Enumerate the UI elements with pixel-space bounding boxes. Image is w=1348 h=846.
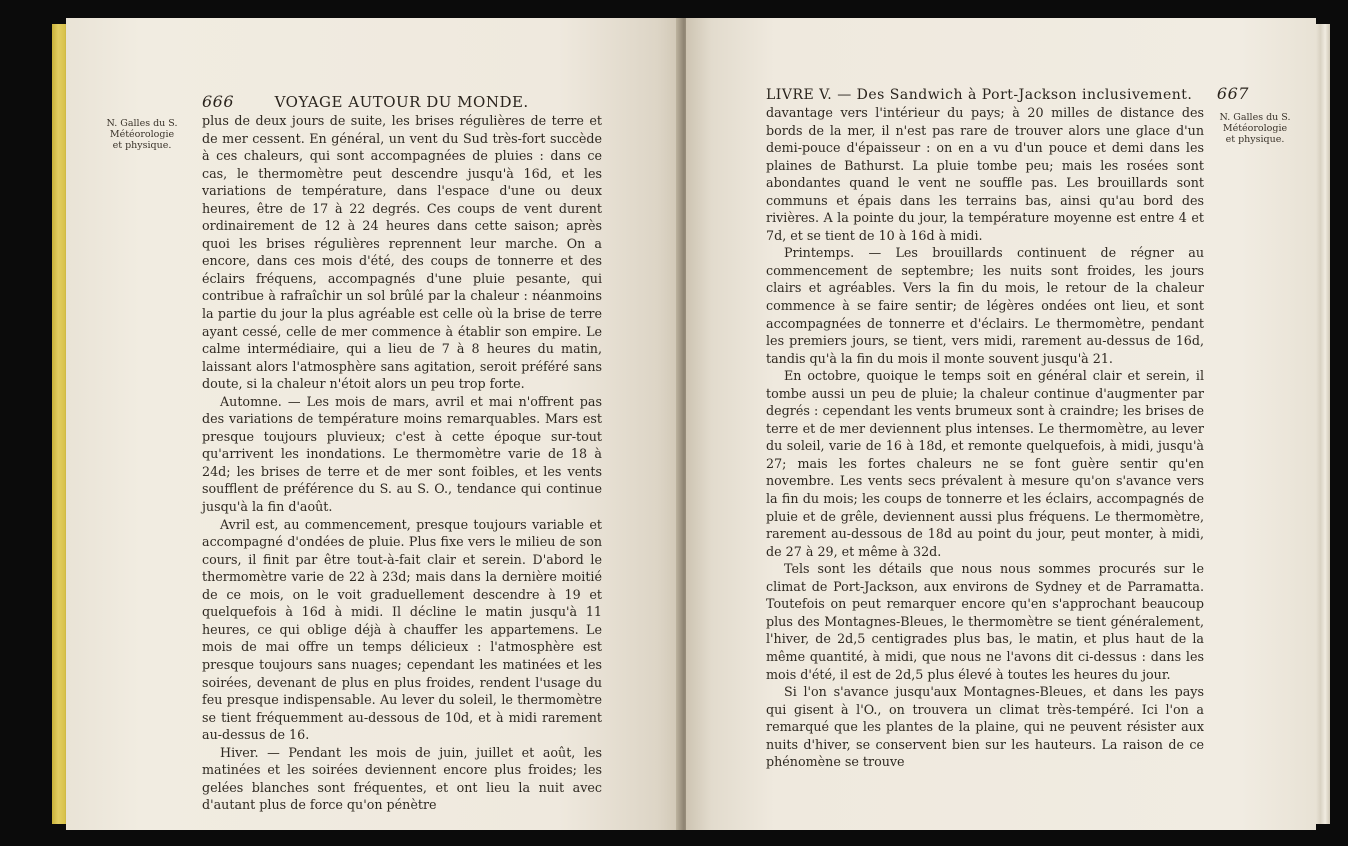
paragraph-automne: Automne. — Les mois de mars, avril et mai n'offrent pas des variations de température moins remarquables. Mars est presque toujours pluvieux; c'est à cette époque sur-tout qu'arrivent les inondations. Le thermomètre varie de 18 à 24d; les brises de terre et de mer sont foibles, et les vents soufflent de préférence du S. au S. O., tendance qui continue jusqu'à la fin d'août. — [202, 393, 602, 515]
paragraph-hiver: Hiver. — Pendant les mois de juin, juillet et août, les matinées et les soirées deviennent encore plus froides; les gelées blanches sont fréquentes, et ont lieu la nuit avec d'autant plus de force qu'on pénètre — [202, 744, 602, 813]
paragraph: En octobre, quoique le temps soit en général clair et serein, il tombe aussi un peu de pluie; la chaleur continue d'augmenter par degrés : cependant les vents brumeux sont à craindre; les brises de terre et de mer deviennent plus intenses. Le thermomètre, au lever du soleil, varie de 16 à 18d, et remonte quelquefois, à midi, jusqu'à 27; mais les fortes chaleurs ne se font guère sentir qu'en novembre. Les vents secs prévalent à mesure qu'on s'avance vers la fin du mois; les coups de tonnerre et les éclairs, accompagnés de pluie et de grêle, deviennent aussi plus fréquens. Le thermomètre, rarement au-dessous de 18d au point du jour, peut monter, à midi, de 27 à 29, et même à 32d. — [766, 368, 1204, 559]
right-body-text — [766, 104, 1204, 771]
page-block-edge — [1314, 24, 1330, 824]
right-page-header — [766, 84, 1249, 103]
open-book — [52, 18, 1330, 830]
left-body-text — [202, 112, 602, 814]
paragraph: Avril est, au commencement, presque toujours variable et accompagné d'ondées de pluie. Plus fixe vers le milieu de son cours, il finit par être tout-à-fait clair et serein. D'abord le thermomètre varie de 22 à 23d; mais dans la dernière moitié de ce mois, on le voit graduellement descendre à 19 et quelquefois à 16d à midi. Il décline le matin jusqu'à 11 heures, ce qui oblige déjà à chauffer les appartemens. Le mois de mai offre un temps délicieux : l'atmosphère est presque toujours sans nuages; cependant les matinées et les soirées, devenant de plus en plus froides, rendent l'usage du feu presque indispensable. Au lever du soleil, le thermomètre se tient fréquemment au-dessous de 10d, et à midi rarement au-dessus de 16. — [202, 516, 602, 743]
left-folio: 666 — [202, 92, 235, 111]
paragraph: davantage vers l'intérieur du pays; à 20 milles de distance des bords de la mer, il n'est pas rare de trouver alors une glace d'un demi-pouce d'épaisseur : on en a vu d'un pouce et demi dans les plaines de Bathurst. La pluie tombe peu; mais les rosées sont abondantes quand le vent ne souffle pas. Les brouillards sont communs et épais dans les terrains bas, ainsi qu'au bord des rivières. A la pointe du jour, la température moyenne est entre 4 et 7d, et se tient de 10 à 16d à midi. — [766, 105, 1204, 243]
right-margin-note: N. Galles du S. Météorologie et physique. — [1219, 112, 1291, 145]
left-margin-note: N. Galles du S. Météorologie et physique. — [106, 118, 178, 151]
paragraph: Si l'on s'avance jusqu'aux Montagnes-Bleues, et dans les pays qui gisent à l'O., on trouvera un climat très-tempéré. Ici l'on a remarqué que les plantes de la plaine, qui ne peuvent résister aux nuits d'hiver, se conservent bien sur les hauteurs. La raison de ce phénomène se trouve — [766, 684, 1204, 770]
paragraph: plus de deux jours de suite, les brises régulières de terre et de mer cessent. En général, un vent du Sud très-fort succède à ces chaleurs, qui sont accompagnées de pluies : dans ce cas, le thermomètre peut descendre jusqu'à 16d, et les variations de température, dans l'espace d'une ou deux heures, être de 17 à 22 degrés. Ces coups de vent durent ordinairement de 12 à 24 heures dans cette saison; après quoi les brises régulières reprennent leur marche. On a encore, dans ces mois d'été, des coups de tonnerre et des éclairs fréquens, accompagnés d'une pluie pesante, qui contribue à rafraîchir un sol brûlé par la chaleur : néanmoins la partie du jour la plus agréable est celle où la brise de terre ayant cessé, celle de mer commence à établir son empire. Le calme intermédiaire, qui a lieu de 7 à 8 heures du matin, laissant alors l'atmosphère sans agitation, seroit préféré sans doute, si la chaleur n'étoit alors un peu trop forte. — [202, 113, 602, 392]
right-folio: 667 — [1216, 84, 1249, 103]
right-page — [686, 18, 1316, 830]
paragraph-printemps: Printemps. — Les brouillards continuent de régner au commencement de septembre; les nuits sont froides, les jours clairs et agréables. Vers la fin du mois, le retour de la chaleur commence à se faire sentir; de légères ondées ont lieu, et sont accompagnées de tonnerre et d'éclairs. Le thermomètre, pendant les premiers jours, se tient, vers midi, rarement au-dessus de 16d, tandis qu'à la fin du mois il monte souvent jusqu'à 21. — [766, 245, 1204, 366]
left-page-header — [202, 92, 529, 111]
paragraph: Tels sont les détails que nous nous sommes procurés sur le climat de Port-Jackson, aux environs de Sydney et de Parramatta. Toutefois on peut remarquer encore qu'en s'approchant beaucoup plus des Montagnes-Bleues, le thermomètre se tient généralement, l'hiver, de 2d,5 centigrades plus bas, le matin, et plus haut de la même quantité, à midi, que nous ne l'avons dit ci-dessus : dans les mois d'été, il est de 2d,5 plus élevé à toutes les heures du jour. — [766, 561, 1204, 682]
left-page — [66, 18, 682, 830]
left-running-head: VOYAGE AUTOUR DU MONDE. — [274, 93, 529, 111]
right-running-head: LIVRE V. — Des Sandwich à Port-Jackson inclusivement. — [766, 87, 1193, 103]
